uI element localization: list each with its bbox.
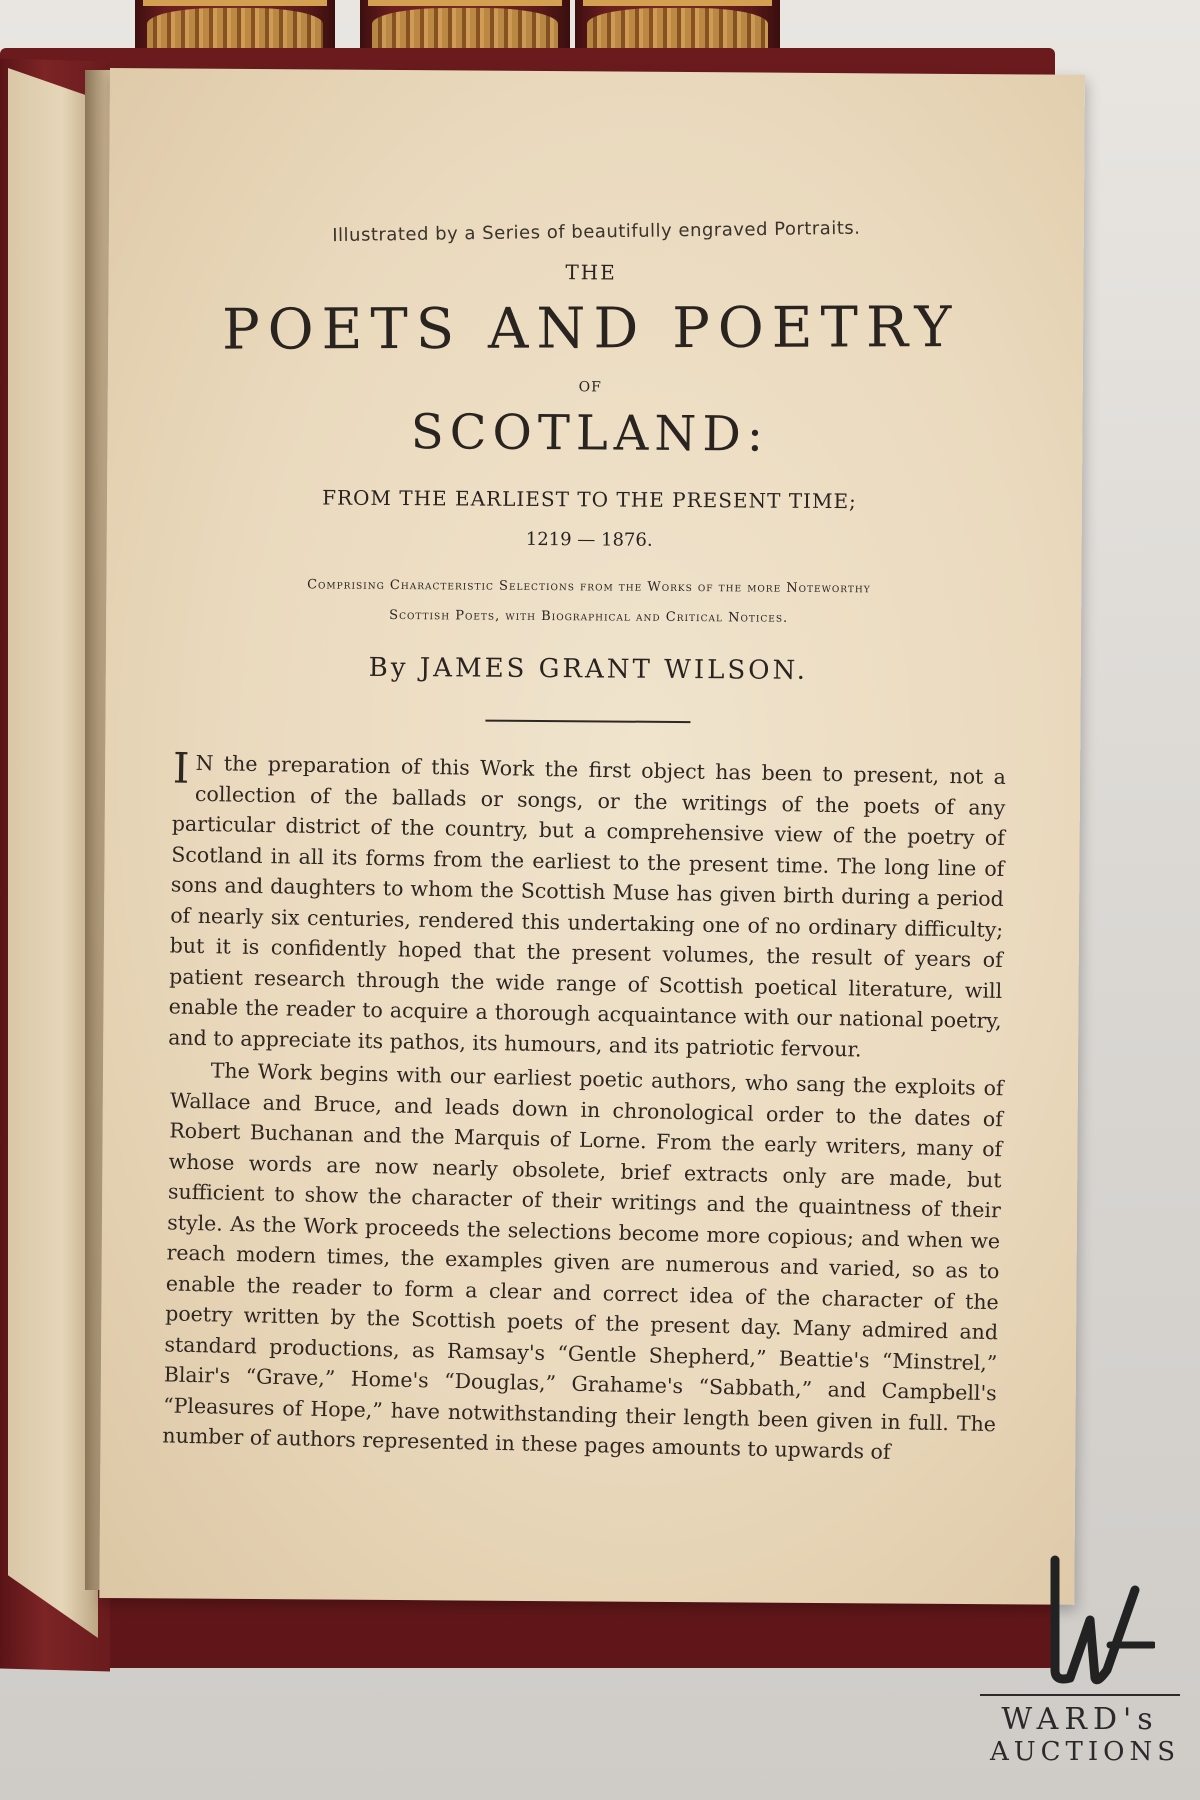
preface-paragraph-2: The Work begins with our earliest poetic authors, who sang the exploits of Wallace and Bruce, and leads down in chronological order to the dates of Robert Buchanan and the Marquis of Lorne. From the early writers, many of whose words are now nearly obsolete, brief extracts only are made, but sufficient to show the character of their writings and the quaintness of their style. As the Work proceeds the selections become more copious; and when we reach modern times, the examples given are numerous and varied, so as to enable the reader to form a clear and correct idea of the character of the poetry written by the Scottish poets of the present day. Many admired and standard productions, as Ramsay's “Gentle Shepherd,” Beattie's “Minstrel,” Blair's “Grave,” Home's “Douglas,” Grahame's “Sabbath,” and Campbell's “Pleasures of Hope,” have notwithstanding their length been given in full. The number of authors represented in these pages amounts to upwards of — [162, 1058, 1004, 1464]
paragraph-1-text: N the preparation of this Work the first object has been to present, not a collection of the ballads or songs, or the writings of the poets of any particular district of the country, but a comprehensive view of the poetry of Scotland in all its forms from the earliest to the present time. The long line of sons and daughters to whom the Scottish Muse has given birth during a period of nearly six centuries, rendered this undertaking one of no ordinary difficulty; but it is confidently hoped that the present volumes, the result of years of patient research through the wide range of Scottish poetical literature, will enable the reader to acquire a thorough acquaintance with our national poetry, and to appreciate its pathos, its humours, and its patriotic fervour. — [167, 750, 1007, 1062]
watermark-brand: WARD's — [980, 1694, 1180, 1737]
divider-rule — [485, 720, 690, 723]
author-byline: By JAMES GRANT WILSON. — [368, 652, 808, 686]
date-range: 1219 — 1876. — [525, 528, 653, 551]
book-title-line1: POETS AND POETRY — [221, 295, 960, 363]
title-page — [99, 68, 1085, 1605]
book-title-line2: SCOTLAND: — [410, 404, 770, 463]
preface-text — [160, 743, 1010, 1464]
title-article: THE — [565, 260, 617, 285]
illustrated-note: Illustrated by a Series of beautifully engraved Portraits. — [332, 217, 861, 247]
title-page-content — [160, 217, 1014, 1464]
description — [166, 569, 1011, 635]
wards-auctions-watermark — [980, 1550, 1190, 1790]
title-of: OF — [578, 379, 602, 396]
book-subtitle: FROM THE EARLIEST TO THE PRESENT TIME; — [322, 485, 857, 514]
preface-paragraph-1 — [167, 743, 1007, 1066]
wards-logo-icon — [1015, 1550, 1155, 1690]
description-line2: Scottish Poets, with Biographical and Critical Notices. — [389, 607, 789, 626]
watermark-brand-line2: AUCTIONS — [989, 1737, 1181, 1767]
description-line1: Comprising Characteristic Selections from the Works of the more Noteworthy — [307, 577, 871, 597]
drop-cap: I — [172, 743, 190, 793]
